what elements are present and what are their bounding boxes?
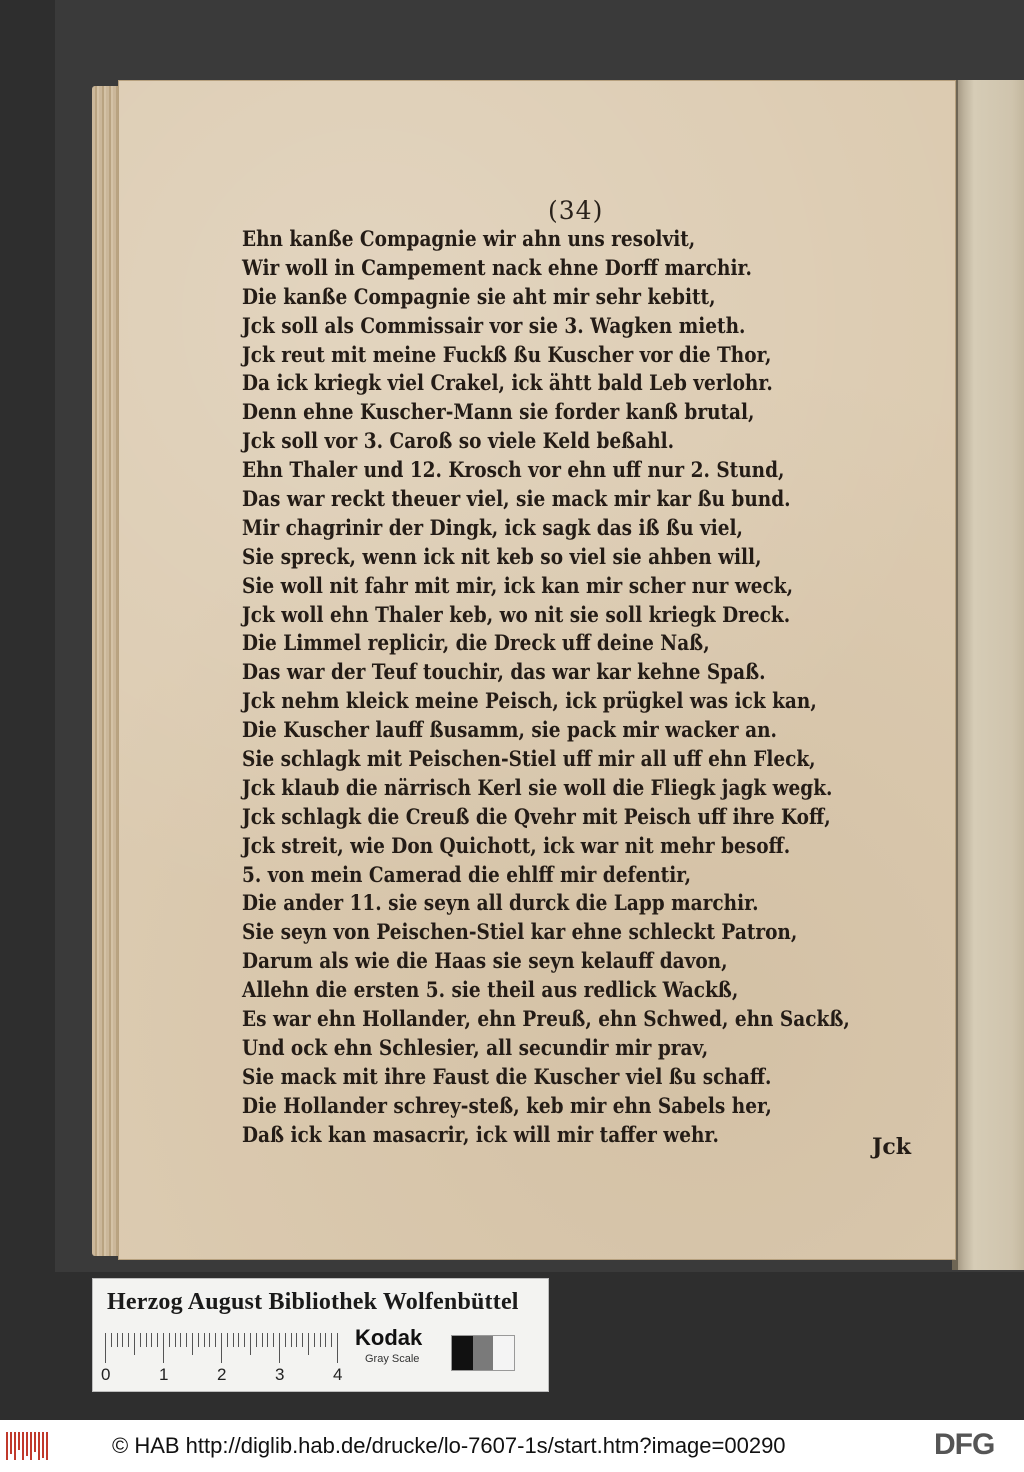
text-line: Die Kuscher lauff ßusamm, sie pack mir wacker an. (242, 718, 777, 744)
ruler-tick (163, 1333, 164, 1363)
ruler-tick (302, 1333, 303, 1347)
text-line: Jck nehm kleick meine Peisch, ick prügkel was ick kan, (242, 689, 817, 715)
text-line: Daß ick kan masacrir, ick will mir taffer wehr. (242, 1122, 719, 1148)
text-line: Die Hollander schrey-steß, keb mir ehn Sabels her, (242, 1093, 772, 1119)
text-line: Sie seyn von Peischen-Stiel kar ehne schleckt Patron, (242, 920, 798, 946)
text-line: Ehn kanße Compagnie wir ahn uns resolvit, (242, 227, 696, 252)
ruler-tick (279, 1333, 280, 1363)
footer-bar (0, 1420, 1024, 1472)
text-line: Jck soll als Commissair vor sie 3. Wagken mieth. (242, 313, 746, 339)
text-line: Sie mack mit ihre Faust die Kuscher viel ßu schaff. (242, 1064, 772, 1090)
ruler-tick (192, 1333, 193, 1355)
poem-text-block (242, 226, 850, 1151)
text-line: Jck klaub die närrisch Kerl sie woll die Fliegk jagk wegk. (242, 775, 833, 801)
ruler-number: 1 (159, 1365, 169, 1384)
ruler-tick (180, 1333, 181, 1347)
ruler-tick (273, 1333, 274, 1347)
text-line: Das war der Teuf touchir, das war kar kehne Spaß. (242, 660, 766, 686)
gray-swatch (493, 1336, 514, 1370)
ruler-tick (157, 1333, 158, 1347)
copyright-url[interactable]: © HAB http://diglib.hab.de/drucke/lo-7607-1s/start.htm?image=00290 (112, 1433, 786, 1458)
text-line: Denn ehne Kuscher-Mann sie forder kanß brutal, (242, 400, 755, 426)
text-line: Jck streit, wie Don Quichott, ick war nit mehr besoff. (242, 833, 791, 859)
ruler-tick (262, 1333, 263, 1347)
text-line: Allehn die ersten 5. sie theil aus redlick Wackß, (242, 978, 739, 1004)
ruler-tick (238, 1333, 239, 1347)
catchword: Jck (872, 1134, 912, 1160)
text-line: Wir woll in Campement nack ehne Dorff marchir. (242, 255, 752, 281)
scale-ruler (105, 1333, 345, 1367)
dfg-logo: DFG (934, 1428, 995, 1461)
ruler-tick (169, 1333, 170, 1347)
text-line: Ehn Thaler und 12. Krosch vor ehn uff nur 2. Stund, (242, 458, 785, 484)
text-line: Sie spreck, wenn ick nit keb so viel sie ahben will, (242, 544, 762, 570)
ruler-number: 3 (275, 1365, 285, 1384)
ruler-tick (250, 1333, 251, 1355)
ruler-tick (151, 1333, 152, 1347)
ruler-tick (244, 1333, 245, 1347)
text-line: Jck soll vor 3. Caroß so viele Keld beßahl. (242, 429, 675, 455)
ruler-tick (308, 1333, 309, 1355)
ruler-tick (267, 1333, 268, 1347)
gray-scale-swatches (451, 1335, 515, 1371)
ruler-number: 0 (101, 1365, 111, 1384)
ruler-number: 4 (333, 1365, 343, 1384)
ruler-tick (325, 1333, 326, 1347)
ruler-tick (215, 1333, 216, 1347)
ruler-tick (105, 1333, 106, 1363)
text-line: Jck schlagk die Creuß die Qvehr mit Peisch uff ihre Koff, (242, 804, 831, 830)
ruler-tick (186, 1333, 187, 1347)
library-name: Herzog August Bibliothek Wolfenbüttel (107, 1289, 519, 1315)
ruler-tick (117, 1333, 118, 1347)
ruler-tick (128, 1333, 129, 1347)
barcode-icon (6, 1432, 48, 1460)
text-line: Mir chagrinir der Dingk, ick sagk das iß ßu viel, (242, 515, 743, 541)
text-line: Das war reckt theuer viel, sie mack mir kar ßu bund. (242, 487, 791, 513)
text-line: Da ick kriegk viel Crakel, ick ähtt bald Leb verlohr. (242, 371, 773, 397)
text-line: Jck reut mit meine Fuckß ßu Kuscher vor die Thor, (242, 342, 772, 368)
ruler-tick (146, 1333, 147, 1347)
ruler-tick (111, 1333, 112, 1347)
text-line: 5. von mein Camerad die ehlff mir defentir, (242, 862, 692, 888)
text-line: Und ock ehn Schlesier, all secundir mir prav, (242, 1035, 709, 1061)
ruler-tick (233, 1333, 234, 1347)
ruler-tick (314, 1333, 315, 1347)
ruler-tick (320, 1333, 321, 1347)
text-line: Darum als wie die Haas sie seyn kelauff davon, (242, 949, 728, 975)
ruler-tick (331, 1333, 332, 1347)
ruler-tick (227, 1333, 228, 1347)
ruler-number: 2 (217, 1365, 227, 1384)
kodak-brand: Kodak (355, 1325, 423, 1350)
ruler-tick (337, 1333, 338, 1363)
ruler-tick (134, 1333, 135, 1355)
text-line: Jck woll ehn Thaler keb, wo nit sie soll kriegk Dreck. (242, 602, 791, 628)
page-number: (34) (548, 196, 604, 225)
ruler-tick (285, 1333, 286, 1347)
text-line: Sie schlagk mit Peischen-Stiel uff mir all uff ehn Fleck, (242, 747, 816, 773)
ruler-tick (175, 1333, 176, 1347)
kodak-gray-scale-label: Gray Scale (365, 1353, 420, 1365)
text-line: Es war ehn Hollander, ehn Preuß, ehn Schwed, ehn Sackß, (242, 1007, 850, 1033)
text-line: Die kanße Compagnie sie aht mir sehr kebitt, (242, 284, 716, 310)
ruler-tick (256, 1333, 257, 1347)
ruler-tick (296, 1333, 297, 1347)
gray-swatch (452, 1336, 473, 1370)
text-line: Die ander 11. sie seyn all durck die Lapp marchir. (242, 891, 759, 917)
facing-page-gutter (952, 80, 1024, 1270)
gray-swatch (473, 1336, 494, 1370)
text-line: Sie woll nit fahr mit mir, ick kan mir scher nur weck, (242, 573, 794, 599)
ruler-tick (209, 1333, 210, 1347)
ruler-tick (198, 1333, 199, 1347)
ruler-tick (291, 1333, 292, 1347)
text-line: Die Limmel replicir, die Dreck uff deine Naß, (242, 631, 710, 657)
ruler-tick (140, 1333, 141, 1347)
color-checker-label (92, 1278, 549, 1392)
ruler-tick (122, 1333, 123, 1347)
ruler-tick (221, 1333, 222, 1363)
ruler-tick (204, 1333, 205, 1347)
